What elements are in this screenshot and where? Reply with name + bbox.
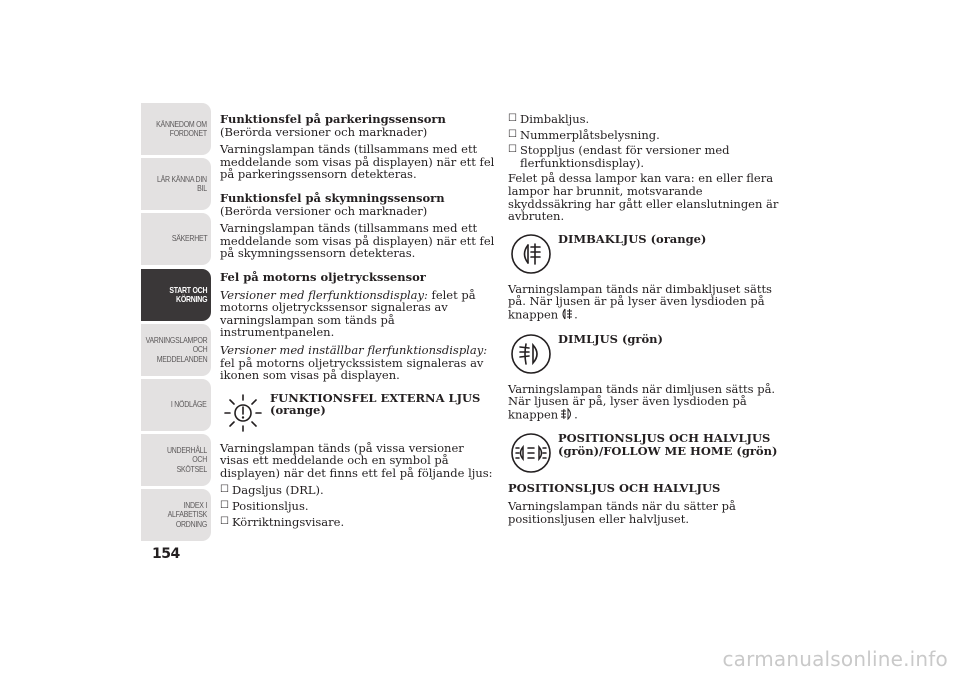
oil-sensor-paragraph-2 xyxy=(220,344,495,382)
list-item xyxy=(220,500,495,513)
list-item xyxy=(220,484,495,497)
bullet-text: Körriktningsvisare. xyxy=(232,514,345,529)
tab-underhall-och-skotsel[interactable] xyxy=(141,434,211,486)
tab-label: I NÖDLÄGE xyxy=(171,399,207,410)
watermark: carmanualsonline.info xyxy=(722,647,948,671)
external-lights-heading: FUNKTIONSFEL EXTERNA LJUS (orange) xyxy=(270,390,481,418)
front-fog-body: Varningslampan tänds när dimljusen sätts på. När ljusen är på, lyser även lysdioden på knappen . xyxy=(508,381,776,422)
checkbox-bullet-icon: ☐ xyxy=(220,515,229,527)
front-fog-light-icon xyxy=(508,331,558,377)
rear-fog-body: Varningslampan tänds när dimbakljuset sätts på. När ljusen är på lyser även lysdioden på knappen . xyxy=(508,281,772,322)
tab-label: START OCH KÖRNING xyxy=(169,284,207,304)
dusk-sensor-subtitle: (Berörda versioner och marknader) xyxy=(220,203,428,218)
oil-body-2: fel på motorns oljetryckssistem signaleras av ikonen som visas på displayen. xyxy=(220,355,484,383)
oil-sensor-heading: Fel på motorns oljetryckssensor xyxy=(220,269,426,284)
tab-i-nodlage[interactable] xyxy=(141,379,211,431)
front-fog-warning xyxy=(508,331,783,377)
list-item xyxy=(508,129,783,142)
list-item xyxy=(220,516,495,529)
bullet-text: Positionsljus. xyxy=(232,499,309,514)
position-lights-icon xyxy=(508,430,558,476)
rear-fog-button-icon xyxy=(560,308,574,323)
checkbox-bullet-icon: ☐ xyxy=(508,113,517,124)
tab-start-och-korning[interactable] xyxy=(141,269,211,321)
oil-body-1: felet på motorns oljetryckssensor signaleras av varningslampan som tänds på instrumentpanelen. xyxy=(220,287,476,340)
oil-sensor-paragraph-1 xyxy=(220,289,495,339)
rear-fog-heading: DIMBAKLJUS (orange) xyxy=(558,231,707,246)
tab-label: LÄR KÄNNA DIN BIL xyxy=(157,173,207,193)
tab-index[interactable] xyxy=(141,489,211,541)
checkbox-bullet-icon: ☐ xyxy=(508,144,517,156)
park-sensor-body: Varningslampan tänds (tillsammans med ett meddelande som visas på displayen) när ett fel på parkeringssensorn detekteras. xyxy=(220,142,495,182)
oil-version-label-1: Versioner med flerfunktionsdisplay: xyxy=(220,287,428,302)
front-fog-heading: DIMLJUS (grön) xyxy=(558,331,663,346)
tab-sakerhet[interactable] xyxy=(141,213,211,265)
external-lights-warning xyxy=(220,390,495,436)
position-lights-subheading: POSITIONSLJUS OCH HALVLJUS xyxy=(508,481,721,496)
fault-description: Felet på dessa lampor kan vara: en eller flera lampor har brunnit, motsvarande skyddssäkring har gått eller elanslutningen är avbruten. xyxy=(508,171,779,224)
rear-fog-warning xyxy=(508,231,783,277)
bullet-text: Nummerplåtsbelysning. xyxy=(520,127,660,142)
park-sensor-subtitle: (Berörda versioner och marknader) xyxy=(220,124,428,139)
rear-fog-light-icon xyxy=(508,231,558,277)
position-lights-heading: POSITIONSLJUS OCH HALVLJUS (grön)/FOLLOW ME HOME (grön) xyxy=(558,431,778,458)
front-fog-body-text: Varningslampan tänds när dimljusen sätts på. När ljusen är på, lyser även lysdioden på knappen xyxy=(508,381,776,422)
list-item xyxy=(508,144,783,169)
bullet-text: Dimbakljus. xyxy=(520,112,590,126)
list-item xyxy=(508,113,783,126)
checkbox-bullet-icon: ☐ xyxy=(508,128,517,140)
rear-fog-body-text: Varningslampan tänds när dimbakljuset sätts på. När ljusen är på lyser även lysdioden på knappen xyxy=(508,281,772,322)
exterior-light-fault-icon xyxy=(220,390,270,436)
left-column xyxy=(220,113,495,531)
external-lights-body: Varningslampan tänds (på vissa versioner visas ett meddelande och en symbol på displayen) när det finns ett fel på följande ljus: xyxy=(220,440,493,480)
tab-label: KÄNNEDOM OM FORDONET xyxy=(156,118,207,138)
tab-label: VARNINGSLAMPOR OCH MEDDELANDEN xyxy=(145,334,207,364)
position-lights-body: Varningslampan tänds när du sätter på positionsljusen eller halvljuset. xyxy=(508,498,736,526)
tab-label: INDEX I ALFABETISK ORDNING xyxy=(167,499,207,529)
bullet-text: Dagsljus (DRL). xyxy=(232,483,324,498)
page-number: 154 xyxy=(152,546,180,562)
dusk-sensor-body: Varningslampan tänds (tillsammans med ett meddelande som visas på displayen) när ett fel på skymningssensorn detekteras. xyxy=(220,221,495,261)
front-fog-button-icon xyxy=(560,408,574,423)
oil-version-label-2: Versioner med inställbar flerfunktionsdisplay: xyxy=(220,342,488,357)
tab-label: SÄKERHET xyxy=(171,233,207,244)
tab-label: UNDERHÅLL OCH SKÖTSEL xyxy=(166,444,207,474)
checkbox-bullet-icon: ☐ xyxy=(220,484,229,496)
checkbox-bullet-icon: ☐ xyxy=(220,500,229,512)
tab-lar-kanna-din-bil[interactable] xyxy=(141,158,211,210)
park-sensor-heading: Funktionsfel på parkeringssensorn xyxy=(220,112,446,126)
right-column xyxy=(508,113,783,530)
tab-kannedom-om-fordonet[interactable] xyxy=(141,103,211,155)
dusk-sensor-heading: Funktionsfel på skymningssensorn xyxy=(220,190,445,205)
bullet-text: Stoppljus (endast för versioner med flerfunktionsdisplay). xyxy=(520,143,730,170)
position-lights-warning xyxy=(508,430,783,476)
tab-varningslampor[interactable] xyxy=(141,324,211,376)
